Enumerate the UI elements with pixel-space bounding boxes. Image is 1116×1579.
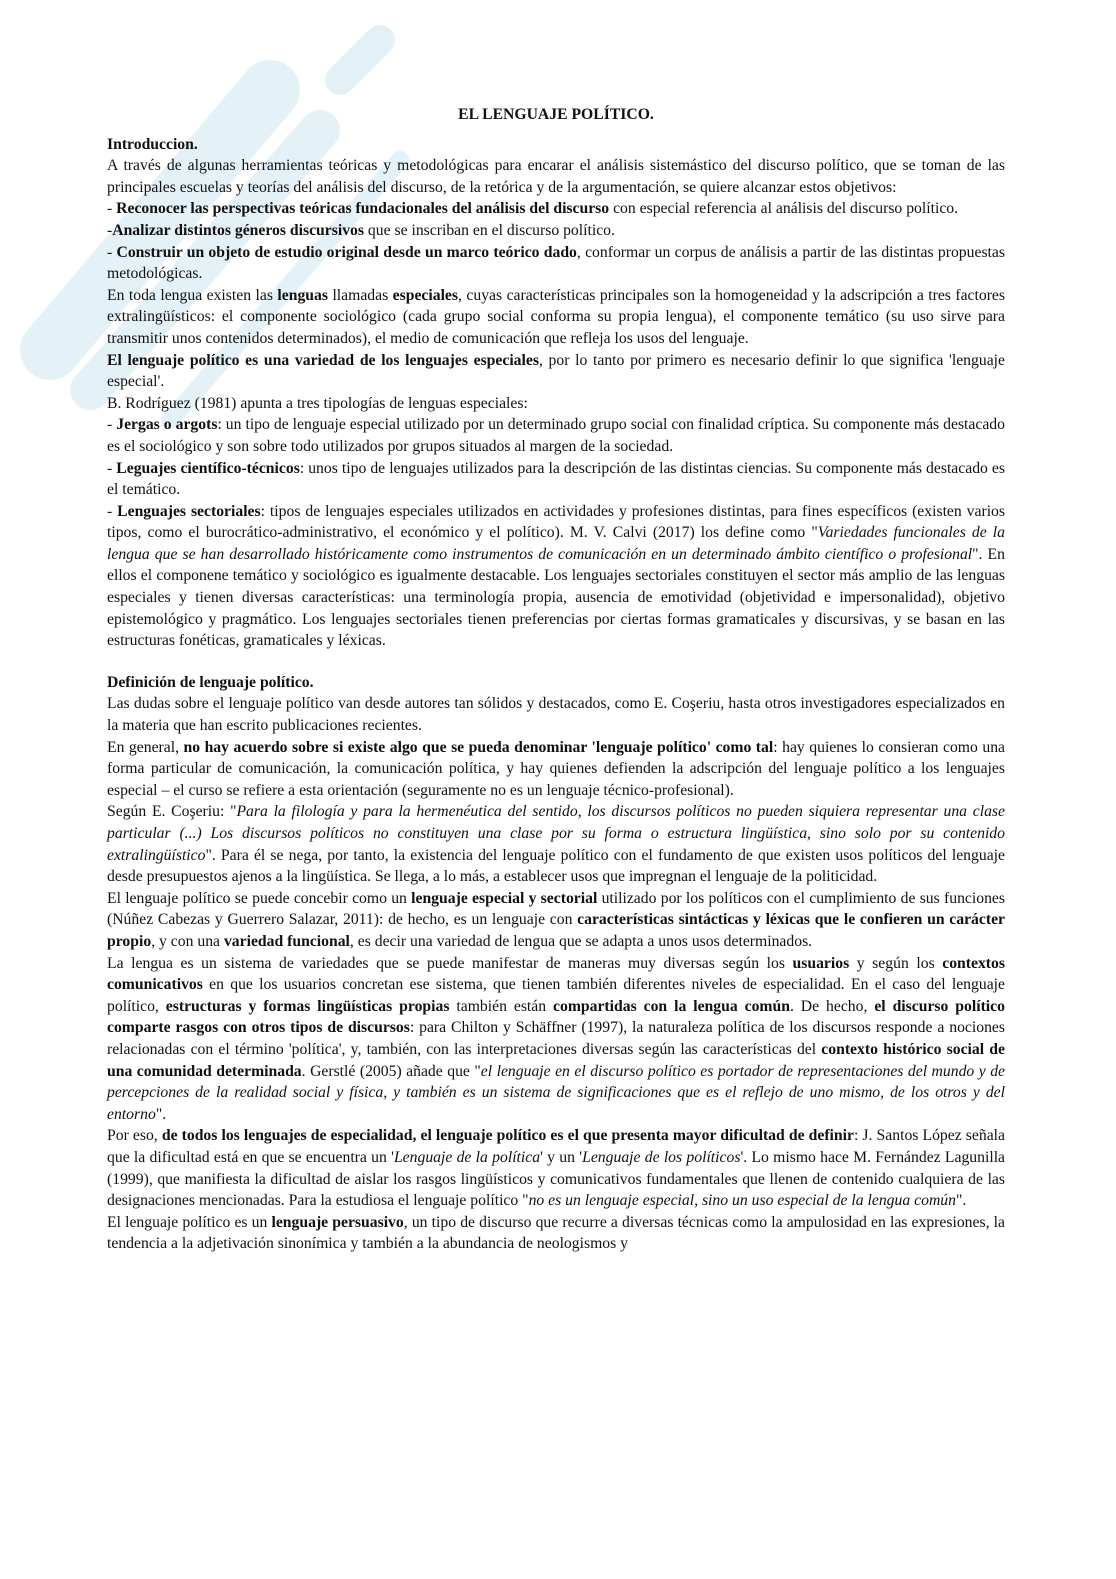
text-run: también están xyxy=(449,997,554,1015)
text-run: que se inscriban en el discurso político. xyxy=(364,221,615,239)
text-run: En general, xyxy=(107,738,184,756)
italic-quote: Lenguaje de los políticos xyxy=(582,1148,741,1166)
text-run: , por lo tanto por primero es necesario definir lo que significa 'lenguaje especial'. xyxy=(107,351,1005,391)
bold-text: de todos los lenguajes de especialidad, el lenguaje político es el que presenta mayor dificultad de definir xyxy=(161,1127,854,1145)
text-run: El lenguaje político se puede concebir como un xyxy=(107,889,412,907)
text-run: - xyxy=(107,200,117,218)
text-run: . De hecho, xyxy=(789,997,875,1015)
text-run: : para Chilton y Schäffner (1997), la naturaleza política de los discursos responde a nociones relacionadas con el término 'política', y, también, con las interpretaciones diversas según las características del xyxy=(107,1019,1006,1058)
text-run: , y con una xyxy=(151,932,224,950)
text-run: ". En ellos el componene temático y sociológico es igualmente destacable. Los lenguajes sectoriales constituyen el sector más amplio de las lenguas especiales y tienen diversas características: una terminología propia, ausencia de emotividad (objetividad e impersonalidad), objetivo epistemológico y pragmático. Los lenguajes sectoriales tienen preferencias por ciertas formas gramaticales y discursivas, y se basan en las estructuras fonéticas, gramaticales y léxicas. xyxy=(107,545,1005,650)
section-heading: Introduccion. xyxy=(107,135,198,153)
bold-text: lenguas xyxy=(277,286,328,304)
bold-text: Analizar distintos géneros discursivos xyxy=(112,221,364,239)
bold-text: el discurso político comparte rasgos con otros tipos de discursos xyxy=(107,997,1005,1037)
bold-text: características sintácticas y léxicas que le confieren un carácter propio xyxy=(107,911,1005,950)
text-run: - xyxy=(107,221,113,239)
bold-text: no hay acuerdo sobre si existe algo que se pueda denominar 'lenguaje político' como tal xyxy=(183,738,774,756)
document-body xyxy=(107,104,1005,1255)
text-run: La lengua es un sistema de variedades que se puede manifestar de maneras muy diversas según los xyxy=(107,954,793,972)
bold-text: El lenguaje político es una variedad de los lenguajes especiales xyxy=(107,351,539,369)
paragraph xyxy=(107,888,1005,953)
bold-text: Reconocer las perspectivas teóricas fundacionales del análisis del discurso xyxy=(116,200,610,218)
text-run: ". Para él se nega, por tanto, la existencia del lenguaje político con el fundamento de que existen usos políticos del lenguaje desde presupuestos ajenos a la lingüística. Se llega, a lo más, a establecer usos que impregnan el lenguaje de la politicidad. xyxy=(107,846,1005,886)
text-run: El lenguaje político es un xyxy=(107,1213,272,1231)
italic-quote: el lenguaje en el discurso político es portador de representaciones del mundo y de percepciones de la realidad social y física, y también es un sistema de significaciones que es el reflejo de uno mismo, de los otros y del entorno xyxy=(107,1062,1005,1123)
italic-quote: no es un lenguaje especial, sino un uso especial de la lengua común xyxy=(528,1192,956,1210)
bold-text: Lenguajes sectoriales xyxy=(117,502,261,520)
bold-text: especiales xyxy=(392,286,459,304)
text-run: - xyxy=(107,416,117,434)
paragraph xyxy=(107,458,1005,501)
text-run: B. Rodríguez (1981) apunta a tres tipologías de lenguas especiales: xyxy=(107,394,528,412)
text-run: ". xyxy=(155,1105,167,1123)
text-run: en que los usuarios concretan ese sistema, que tienen también diferentes niveles de especialidad. En el caso del lenguaje político, xyxy=(107,976,1005,1015)
bold-text: usuarios xyxy=(792,954,850,972)
text-run: Según E. Coşeriu: " xyxy=(107,803,237,821)
document-title: EL LENGUAJE POLÍTICO. xyxy=(458,106,654,123)
bold-text: contextos comunicativos xyxy=(107,954,1005,994)
text-run: , conformar un corpus de análisis a partir de las distintas propuestas metodológicas. xyxy=(107,243,1005,283)
bold-text: lenguaje persuasivo xyxy=(271,1213,404,1231)
text-run: , un tipo de discurso que recurre a diversas técnicas como la ampulosidad en las expresiones, la tendencia a la adjetivación sinonímica y también a la abundancia de neologismos y xyxy=(107,1213,1005,1253)
paragraph xyxy=(107,220,1005,242)
paragraph xyxy=(107,693,1005,736)
bold-text: lenguaje especial y sectorial xyxy=(411,889,598,907)
paragraph xyxy=(107,1125,1005,1211)
italic-quote: Variedades funcionales de la lengua que se han desarrollado históricamente como instrumentos de comunicación en un determinado ámbito científico o profesional xyxy=(107,524,1005,563)
text-run: : tipos de lenguajes especiales utilizados en actividades y profesiones distintas, para fines específicos (existen varios tipos, como el burocrático-administrativo, el económico y el político). M. V. Calvi (2017) los define como " xyxy=(107,502,1005,542)
paragraph xyxy=(107,801,1005,887)
text-run: A través de algunas herramientas teóricas y metodológicas para encarar el análisis sistemástico del discurso político, que se toman de las principales escuelas y teorías del análisis del discurso, de la retórica y de la argumentación, se quiere alcanzar estos objetivos: xyxy=(107,157,1005,196)
paragraph xyxy=(107,242,1005,285)
text-run: Las dudas sobre el lenguaje político van desde autores tan sólidos y destacados, como E. Coşeriu, hasta otros investigadores especializados en la materia que han escrito publicaciones recientes. xyxy=(107,695,1005,735)
italic-quote: Lenguaje de la política xyxy=(393,1148,541,1166)
bold-text: Jergas o argots xyxy=(116,416,218,434)
text-run: : J. Santos López señala que la dificultad está en que se encuentra un ' xyxy=(107,1127,1005,1166)
paragraph xyxy=(107,285,1005,350)
section-gap xyxy=(107,652,1005,672)
paragraph xyxy=(107,393,1005,415)
paragraph xyxy=(107,501,1005,652)
bold-text: contexto histórico social de una comunidad determinada xyxy=(107,1040,1005,1080)
paragraph xyxy=(107,350,1005,393)
paragraph xyxy=(107,953,1005,1126)
text-run: y según los xyxy=(849,954,943,972)
text-run: - xyxy=(107,243,117,261)
paragraph xyxy=(107,155,1005,198)
italic-quote: Para la filología y para la hermenéutica del sentido, los discursos políticos no pueden siquiera representar una clase particular (...) Los discursos políticos no constituyen una clase por su forma o estructura lingüística, sino solo por su contenido extralingüístico xyxy=(107,803,1005,864)
text-run: - xyxy=(107,502,118,520)
text-run: Por eso, xyxy=(107,1127,162,1145)
text-run: : un tipo de lenguaje especial utilizado por un determinado grupo social con finalidad críptica. Su componente más destacado es el sociológico y son sobre todo utilizados por grupos situados al margen de la sociedad. xyxy=(107,416,1005,455)
document-sections xyxy=(107,134,1005,1255)
text-run: con especial referencia al análisis del discurso político. xyxy=(609,200,959,218)
paragraph xyxy=(107,198,1005,220)
text-run: : unos tipo de lenguajes utilizados para la descripción de las distintas ciencias. Su componente más destacado es el temático. xyxy=(107,459,1005,499)
text-run: , es decir una variedad de lengua que se adapta a unos usos determinados. xyxy=(349,932,813,950)
bold-text: Construir un objeto de estudio original desde un marco teórico dado xyxy=(116,243,577,261)
text-run: llamadas xyxy=(327,286,393,304)
bold-text: compartidas con la lengua común xyxy=(553,997,790,1015)
text-run: - xyxy=(107,459,117,477)
text-run: ' y un ' xyxy=(540,1148,583,1166)
paragraph xyxy=(107,414,1005,457)
paragraph xyxy=(107,1212,1005,1255)
text-run: , cuyas características principales son la homogeneidad y la adscripción a tres factores extralingüísticos: el componente sociológico (cada grupo social conforma su propia lengua), el componente temático (su uso sirve para transmitir unos contenidos determinados), el medio de comunicación que refleja los usos del lenguaje. xyxy=(107,286,1005,347)
section-heading: Definición de lenguaje político. xyxy=(107,673,314,691)
bold-text: estructuras y formas lingüísticas propias xyxy=(165,997,450,1015)
text-run: En toda lengua existen las xyxy=(107,286,278,304)
paragraph xyxy=(107,737,1005,802)
text-run: . Gerstlé (2005) añade que " xyxy=(301,1062,481,1080)
text-run: utilizado por los políticos con el cumplimiento de sus funciones (Núñez Cabezas y Guerrero Salazar, 2011): de hecho, es un lenguaje con xyxy=(107,889,1005,929)
text-run: : hay quienes lo consieran como una forma particular de comunicación, la comunicación política, y hay quienes defienden la adscripción del lenguaje político a los lenguajes especial – el curso se refiere a esta orientación (seguramente no es un lenguaje técnico-profesional). xyxy=(107,738,1006,799)
text-run: '. Lo mismo hace M. Fernández Lagunilla (1999), que manifiesta la dificultad de aislar los rasgos lingüísticos y comunicativos fundamentales que llenen de contenido cualquiera de las designaciones mencionadas. Para la estudiosa el lenguaje político " xyxy=(107,1148,1006,1210)
bold-text: variedad funcional xyxy=(223,932,350,950)
text-run: ". xyxy=(955,1192,967,1210)
bold-text: Leguajes científico-técnicos xyxy=(116,459,300,477)
